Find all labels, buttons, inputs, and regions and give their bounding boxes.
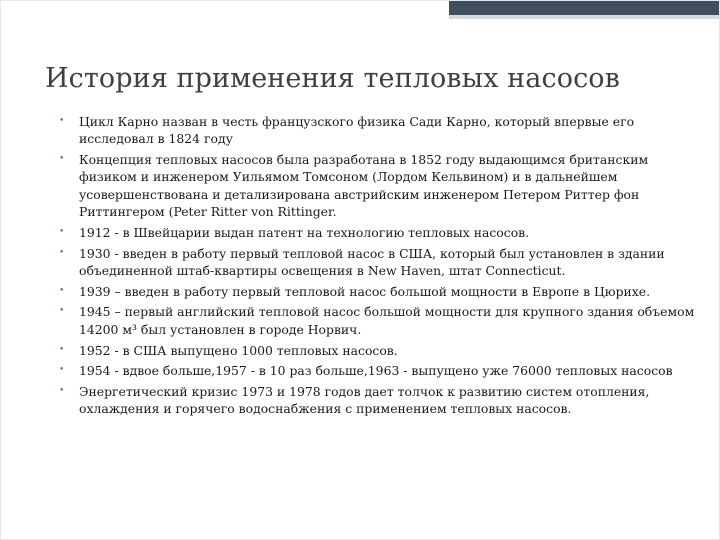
- list-item-text: 1954 - вдвое больше,1957 - в 10 раз больше,1963 - выпущено уже 76000 тепловых насосов: [79, 363, 673, 379]
- bullet-icon: •: [59, 386, 65, 397]
- list-item-text: 1945 – первый английский тепловой насос большой мощности для крупного здания объемом 14200 м³ был установлен в городе Норвич.: [79, 304, 695, 337]
- bullet-icon: •: [59, 247, 65, 258]
- bullet-icon: •: [59, 116, 65, 126]
- list-item: [59, 303, 695, 338]
- list-item-text: 1912 - в Швейцарии выдан патент на технологию тепловых насосов.: [79, 224, 530, 240]
- list-item: [59, 283, 695, 300]
- list-item: [59, 113, 695, 148]
- list-item: [59, 224, 695, 241]
- list-item: [59, 362, 695, 379]
- bullet-icon: •: [59, 285, 65, 296]
- header-bar: [449, 1, 719, 15]
- bullet-icon: •: [59, 226, 65, 237]
- list-item-text: Концепция тепловых насосов была разработана в 1852 году выдающимся британским физиком и инженером Уильямом Томсоном (Лордом Кельвином) и в дальнейшем усовершенствована и детализирована австрийским инженером Петером Риттер фон Риттингером (Peter Ritter von Rittinger.: [79, 152, 649, 219]
- list-item: [59, 383, 695, 418]
- header-stripe: [449, 15, 719, 19]
- list-item-text: Энергетический кризис 1973 и 1978 годов дает толчок к развитию систем отопления, охлаждения и горячего водоснабжения с применением тепловых насосов.: [79, 384, 650, 417]
- list-item: [59, 245, 695, 280]
- bullet-icon: •: [59, 154, 65, 165]
- list-item-text: 1939 – введен в работу первый тепловой насос большой мощности в Европе в Цюрихе.: [79, 283, 651, 299]
- list-item-text: 1930 - введен в работу первый тепловой насос в США, который был установлен в здании объединенной штаб-квартиры освещения в New Haven, штат Connecticut.: [79, 245, 665, 278]
- list-item-text: Цикл Карно назван в честь французского физика Сади Карно, который впервые его исследовал в 1824 году: [79, 114, 635, 147]
- list-item: [59, 151, 695, 220]
- bullet-icon: •: [59, 306, 65, 317]
- bullet-list: [59, 113, 695, 421]
- list-item-text: 1952 - в США выпущено 1000 тепловых насосов.: [79, 342, 398, 358]
- bullet-icon: •: [59, 365, 65, 376]
- list-item: [59, 342, 695, 359]
- slide-title: История применения тепловых насосов: [45, 63, 620, 94]
- bullet-icon: •: [59, 344, 65, 355]
